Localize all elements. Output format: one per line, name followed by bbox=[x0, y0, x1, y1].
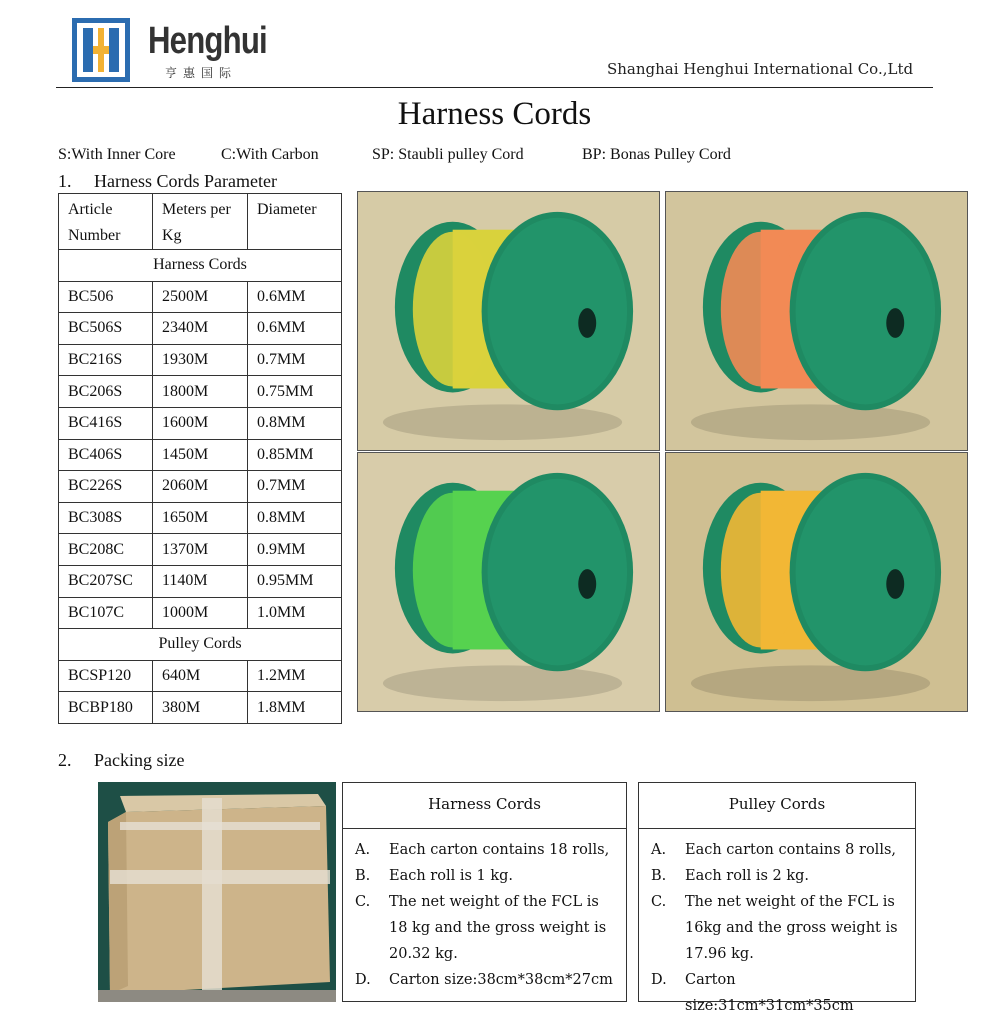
packing-item bbox=[355, 889, 616, 967]
packing-box-harness bbox=[342, 782, 627, 1002]
table-row bbox=[59, 313, 342, 345]
packing-list bbox=[343, 829, 626, 993]
table-row bbox=[59, 344, 342, 376]
cell-meters-per-kg: 1450M bbox=[153, 439, 248, 471]
table-row bbox=[59, 660, 342, 692]
cell-meters-per-kg: 380M bbox=[153, 692, 248, 724]
brand-name: Henghui bbox=[148, 20, 267, 62]
packing-box-pulley bbox=[638, 782, 916, 1014]
table-row bbox=[59, 376, 342, 408]
cord-spool-photo bbox=[357, 191, 660, 451]
cell-diameter: 0.85MM bbox=[248, 439, 342, 471]
cell-article-number: BC226S bbox=[59, 471, 153, 503]
table-row bbox=[59, 565, 342, 597]
section-number: 2. bbox=[58, 750, 72, 770]
carton-photo bbox=[98, 782, 336, 1002]
cell-diameter: 0.9MM bbox=[248, 534, 342, 566]
packing-item-text: Each carton contains 8 rolls, bbox=[685, 842, 897, 858]
cell-article-number: BC506 bbox=[59, 281, 153, 313]
cell-article-number: BCBP180 bbox=[59, 692, 153, 724]
packing-box-title: Harness Cords bbox=[343, 783, 626, 829]
table-row bbox=[59, 281, 342, 313]
packing-item-text: Each roll is 2 kg. bbox=[685, 868, 810, 884]
cell-diameter: 0.6MM bbox=[248, 313, 342, 345]
packing-item-text: The net weight of the FCL is 18 kg and the gross weight is 20.32 kg. bbox=[389, 894, 607, 962]
cell-article-number: BC416S bbox=[59, 407, 153, 439]
table-group-header: Pulley Cords bbox=[59, 629, 342, 661]
table-row bbox=[59, 407, 342, 439]
cell-meters-per-kg: 1370M bbox=[153, 534, 248, 566]
packing-item bbox=[651, 889, 905, 967]
section-heading-parameters bbox=[58, 171, 277, 192]
henghui-logo bbox=[72, 18, 130, 82]
cell-meters-per-kg: 1140M bbox=[153, 565, 248, 597]
section-label: Harness Cords Parameter bbox=[94, 171, 277, 191]
cell-diameter: 1.0MM bbox=[248, 597, 342, 629]
cord-spool-photo bbox=[357, 452, 660, 712]
packing-item-text: The net weight of the FCL is 16kg and the gross weight is 17.96 kg. bbox=[685, 894, 898, 962]
cell-meters-per-kg: 1000M bbox=[153, 597, 248, 629]
column-header-article: Article Number bbox=[59, 194, 153, 250]
packing-item-text: Each carton contains 18 rolls, bbox=[389, 842, 610, 858]
packing-item-text: Each roll is 1 kg. bbox=[389, 868, 514, 884]
cell-article-number: BC506S bbox=[59, 313, 153, 345]
cell-diameter: 0.95MM bbox=[248, 565, 342, 597]
cell-diameter: 1.8MM bbox=[248, 692, 342, 724]
packing-item-letter: B. bbox=[355, 868, 371, 884]
column-header-meters: Meters per Kg bbox=[153, 194, 248, 250]
harness-cords-parameter-table bbox=[58, 193, 342, 724]
packing-box-title: Pulley Cords bbox=[639, 783, 915, 829]
section-label: Packing size bbox=[94, 750, 185, 770]
table-row bbox=[59, 534, 342, 566]
cord-spool-photo bbox=[665, 191, 968, 451]
packing-item-letter: A. bbox=[651, 842, 667, 858]
table-row bbox=[59, 692, 342, 724]
cell-meters-per-kg: 2500M bbox=[153, 281, 248, 313]
packing-item bbox=[355, 837, 616, 863]
cell-article-number: BC406S bbox=[59, 439, 153, 471]
section-heading-packing bbox=[58, 750, 184, 771]
legend-inner-core: S:With Inner Core bbox=[58, 146, 176, 163]
column-header-diameter: Diameter bbox=[248, 194, 342, 250]
packing-item bbox=[355, 967, 616, 993]
packing-item bbox=[651, 863, 905, 889]
cell-article-number: BC208C bbox=[59, 534, 153, 566]
packing-item-text: Carton size:31cm*31cm*35cm bbox=[685, 972, 854, 1014]
cell-diameter: 0.8MM bbox=[248, 502, 342, 534]
cell-diameter: 0.75MM bbox=[248, 376, 342, 408]
cell-article-number: BCSP120 bbox=[59, 660, 153, 692]
legend-carbon: C:With Carbon bbox=[221, 146, 319, 163]
cord-spool-photo bbox=[665, 452, 968, 712]
cell-article-number: BC308S bbox=[59, 502, 153, 534]
table-row bbox=[59, 439, 342, 471]
packing-item-letter: C. bbox=[355, 894, 371, 910]
table-group-header: Harness Cords bbox=[59, 250, 342, 282]
cell-meters-per-kg: 1800M bbox=[153, 376, 248, 408]
packing-item bbox=[651, 837, 905, 863]
section-number: 1. bbox=[58, 171, 72, 191]
cell-diameter: 0.8MM bbox=[248, 407, 342, 439]
packing-item-letter: B. bbox=[651, 868, 667, 884]
packing-item-letter: D. bbox=[355, 972, 371, 988]
cell-meters-per-kg: 1650M bbox=[153, 502, 248, 534]
packing-item bbox=[355, 863, 616, 889]
table-row bbox=[59, 597, 342, 629]
cell-meters-per-kg: 2060M bbox=[153, 471, 248, 503]
cell-diameter: 0.6MM bbox=[248, 281, 342, 313]
legend-bonas: BP: Bonas Pulley Cord bbox=[582, 146, 731, 163]
table-row bbox=[59, 502, 342, 534]
cell-article-number: BC206S bbox=[59, 376, 153, 408]
cell-diameter: 1.2MM bbox=[248, 660, 342, 692]
packing-item-letter: A. bbox=[355, 842, 371, 858]
brand-name-chinese: 亨惠国际 bbox=[165, 66, 238, 80]
packing-item-letter: C. bbox=[651, 894, 667, 910]
packing-item bbox=[651, 967, 905, 1019]
packing-item-letter: D. bbox=[651, 972, 667, 988]
header-divider bbox=[56, 87, 933, 88]
company-name: Shanghai Henghui International Co.,Ltd bbox=[607, 60, 914, 78]
packing-list bbox=[639, 829, 915, 1019]
cell-article-number: BC216S bbox=[59, 344, 153, 376]
cell-diameter: 0.7MM bbox=[248, 471, 342, 503]
cell-meters-per-kg: 1600M bbox=[153, 407, 248, 439]
packing-item-text: Carton size:38cm*38cm*27cm bbox=[389, 972, 613, 988]
cell-article-number: BC107C bbox=[59, 597, 153, 629]
legend-staubli: SP: Staubli pulley Cord bbox=[372, 146, 524, 163]
cell-diameter: 0.7MM bbox=[248, 344, 342, 376]
cell-meters-per-kg: 1930M bbox=[153, 344, 248, 376]
page-title: Harness Cords bbox=[397, 96, 592, 132]
cell-article-number: BC207SC bbox=[59, 565, 153, 597]
table-row bbox=[59, 471, 342, 503]
cell-meters-per-kg: 2340M bbox=[153, 313, 248, 345]
cell-meters-per-kg: 640M bbox=[153, 660, 248, 692]
